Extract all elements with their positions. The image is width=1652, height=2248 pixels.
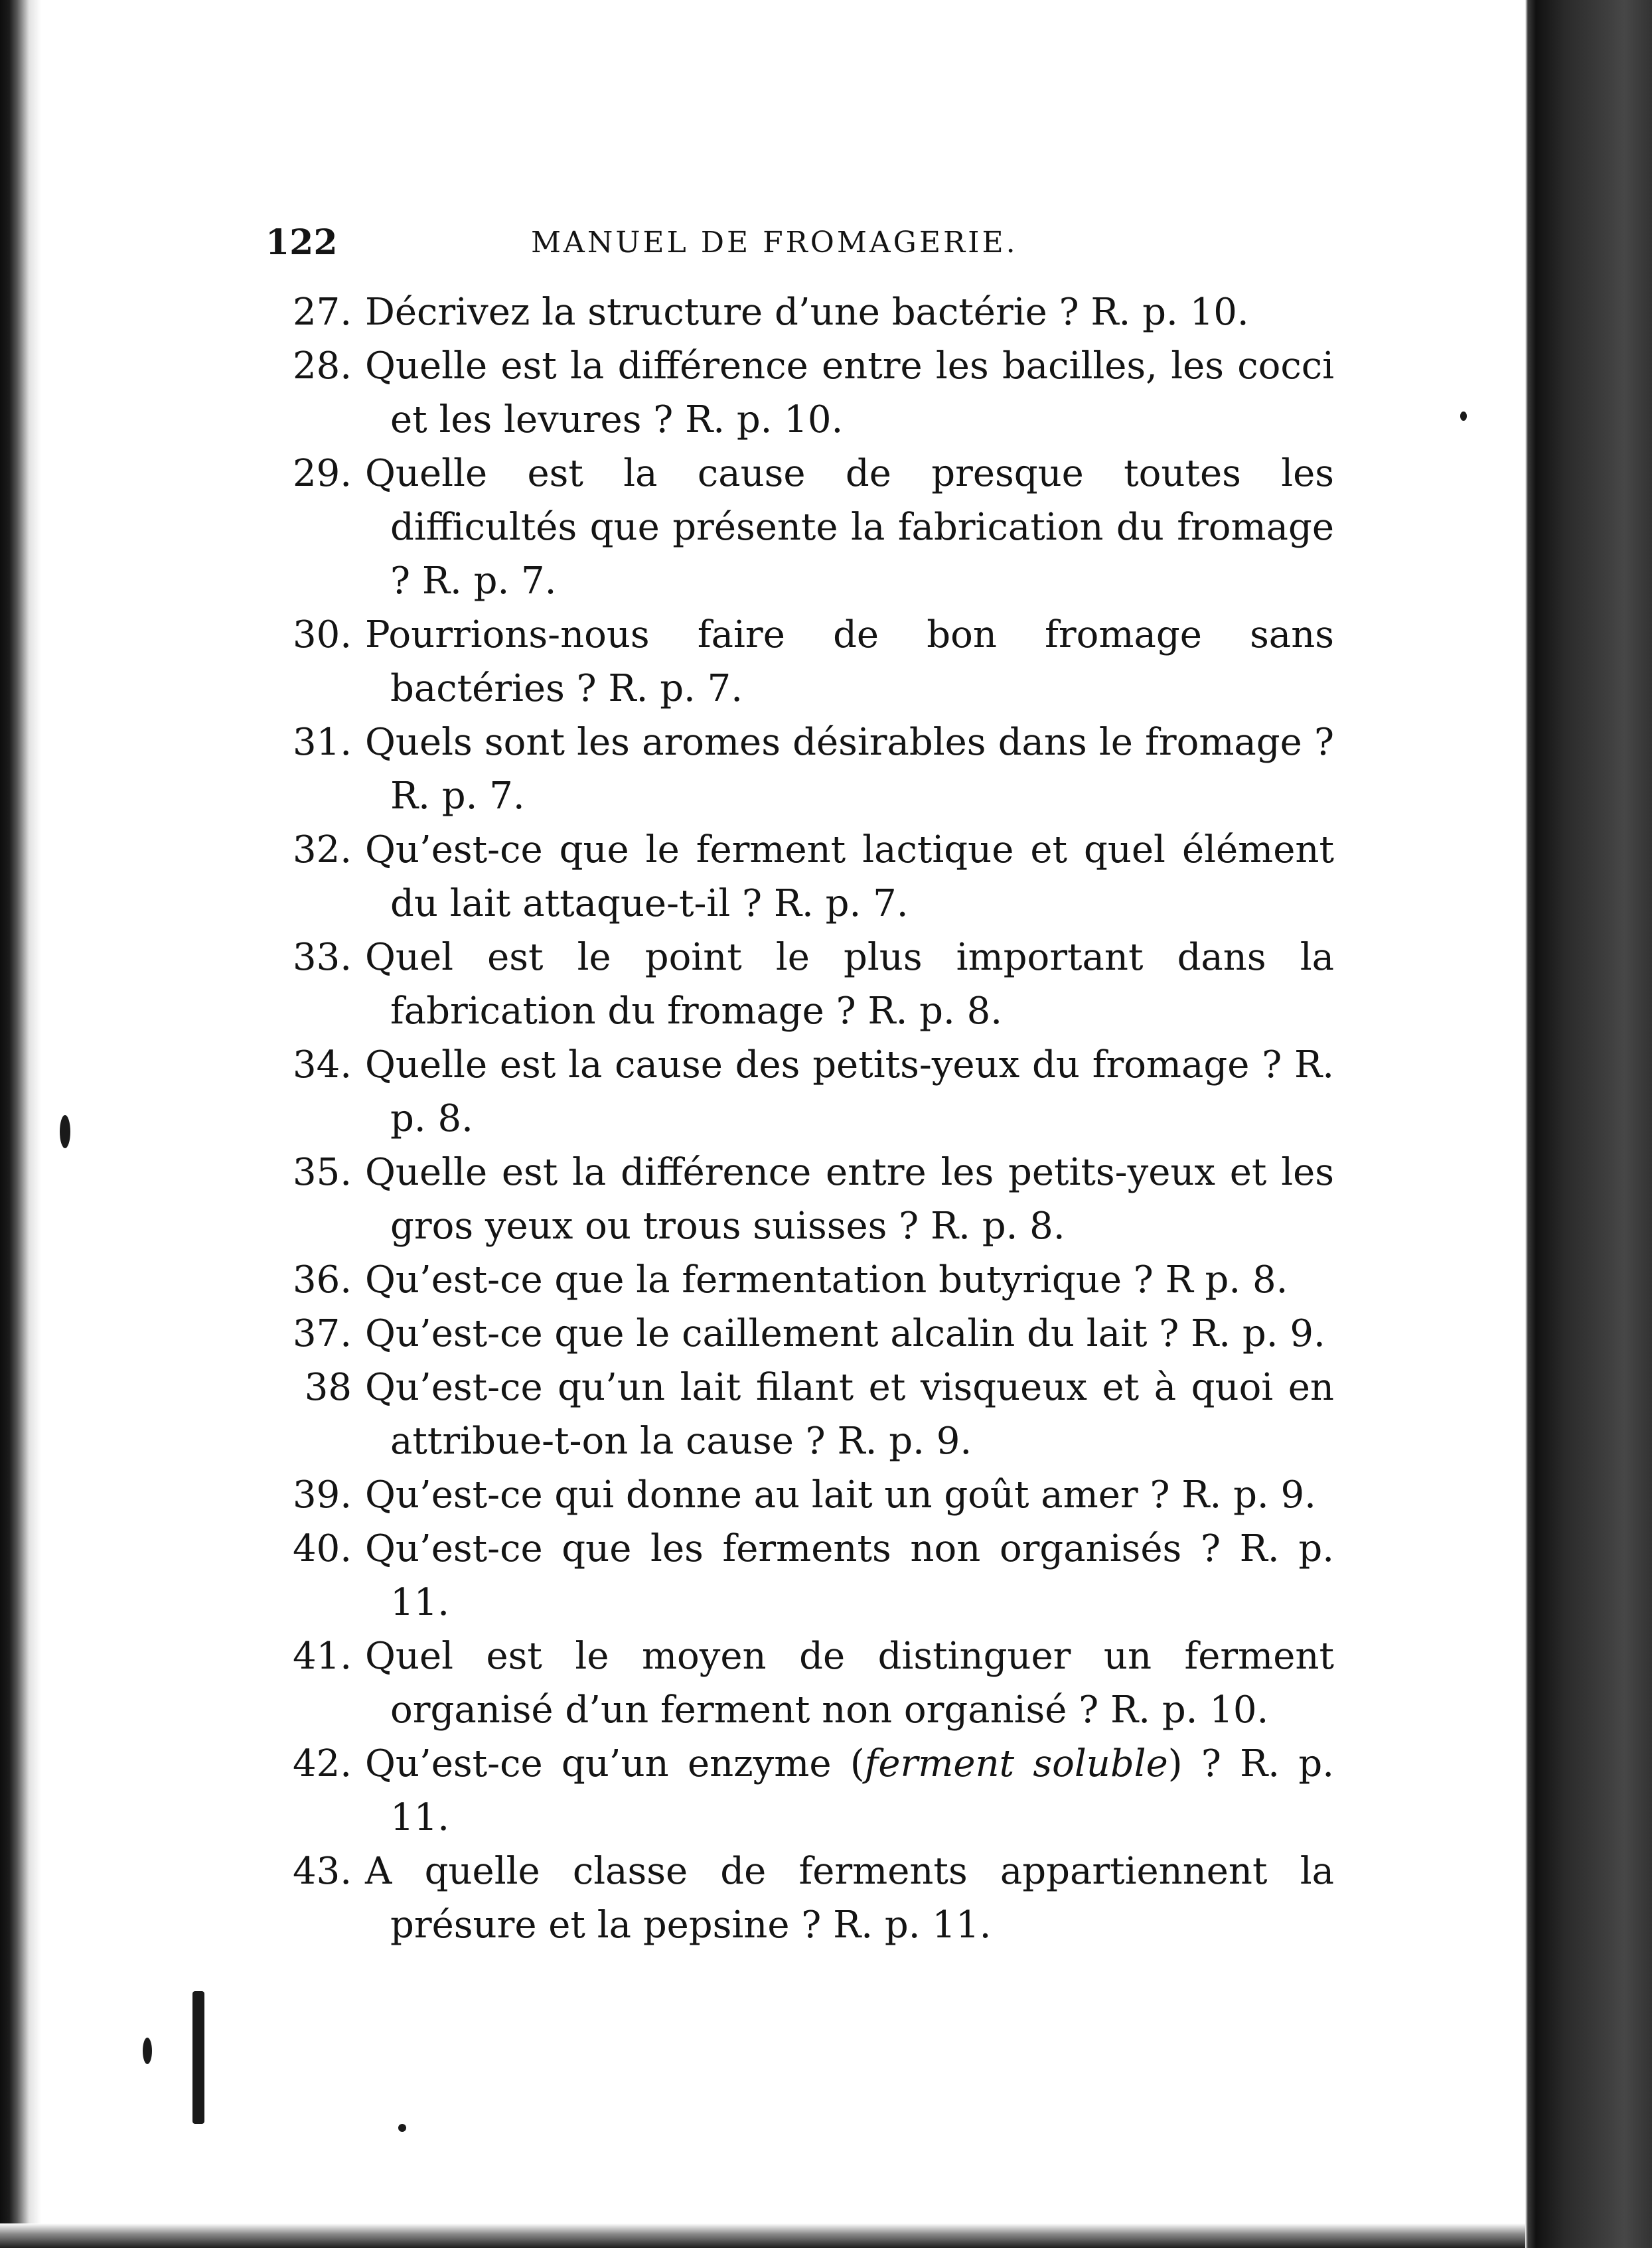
scan-speck: [398, 2124, 406, 2132]
question-text: Quel est le moyen de distinguer un ferment organisé d’un ferment non organisé ? R. p. 10.: [365, 1635, 1334, 1732]
question-text: Qu’est-ce qui donne au lait un goût amer ? R. p. 9.: [365, 1473, 1316, 1517]
question-item: [265, 1307, 1334, 1361]
question-item: [265, 1253, 1334, 1307]
scan-right-edge: [1525, 0, 1652, 2248]
question-number: 41.: [292, 1635, 352, 1678]
question-item: [265, 285, 1334, 339]
question-text: Décrivez la structure d’une bactérie ? R. p. 10.: [365, 291, 1249, 334]
question-item: [265, 1737, 1334, 1844]
scan-speck: [143, 2038, 152, 2064]
question-number: 36.: [292, 1258, 352, 1302]
question-number: 28.: [292, 344, 352, 388]
scan-bottom-edge: [0, 2223, 1525, 2248]
question-text: Qu’est-ce que le caillement alcalin du lait ? R. p. 9.: [365, 1312, 1325, 1355]
scan-speck: [1460, 412, 1467, 421]
question-number: 29.: [292, 452, 352, 495]
question-number: 39.: [292, 1473, 352, 1517]
question-text: [365, 1737, 1334, 1844]
question-item: [265, 608, 1334, 715]
question-number: 31.: [292, 721, 352, 764]
question-item: [265, 715, 1334, 823]
question-number: 30.: [292, 613, 352, 656]
book-page: [265, 199, 1334, 1991]
question-text: Quelle est la différence entre les petits-yeux et les gros yeux ou trous suisses ? R. p. 8.: [365, 1151, 1334, 1248]
question-number: 42.: [292, 1742, 352, 1785]
question-text: Qu’est-ce que la fermentation butyrique ? R p. 8.: [365, 1258, 1288, 1302]
question-number: 40.: [292, 1527, 352, 1570]
question-number: 37.: [292, 1312, 352, 1355]
question-text: Quels sont les aromes désirables dans le fromage ? R. p. 7.: [365, 721, 1334, 818]
question-number: 32.: [292, 828, 352, 871]
question-text: Quelle est la cause de presque toutes les difficultés que présente la fabrication du fromage ? R. p. 7.: [365, 452, 1334, 603]
question-item: [265, 1038, 1334, 1146]
question-number: 43.: [292, 1850, 352, 1893]
question-text: Quel est le point le plus important dans la fabrication du fromage ? R. p. 8.: [365, 936, 1334, 1033]
question-text: Qu’est-ce que les ferments non organisés ? R. p. 11.: [365, 1527, 1334, 1624]
question-item: [265, 823, 1334, 931]
scan-speck: [192, 1991, 204, 2124]
running-title: MANUEL DE FROMAGERIE.: [531, 226, 1018, 260]
question-item: [265, 1522, 1334, 1629]
question-number: 33.: [292, 936, 352, 979]
question-text: A quelle classe de ferments appartiennent la présure et la pepsine ? R. p. 11.: [365, 1850, 1334, 1947]
page-number: 122: [265, 222, 338, 263]
question-list: [265, 285, 1334, 1952]
running-head: [265, 216, 1334, 269]
question-text: Quelle est la différence entre les bacilles, les cocci et les levures ? R. p. 10.: [365, 344, 1334, 441]
question-text-after: ) ? R. p. 11.: [390, 1742, 1334, 1839]
question-item: [265, 339, 1334, 447]
question-number: 34.: [292, 1043, 352, 1087]
scan-speck: [60, 1115, 70, 1148]
question-item: [265, 1629, 1334, 1737]
question-number: 35.: [292, 1151, 352, 1194]
question-item: [265, 1468, 1334, 1522]
question-text: Pourrions-nous faire de bon fromage sans bactéries ? R. p. 7.: [365, 613, 1334, 710]
question-item: [265, 1844, 1334, 1952]
question-number: 38: [304, 1366, 352, 1409]
question-item: [265, 931, 1334, 1038]
question-item: [265, 1146, 1334, 1253]
question-text: Quelle est la cause des petits-yeux du fromage ? R. p. 8.: [365, 1043, 1334, 1140]
question-number: 27.: [292, 291, 352, 334]
question-text-before: Qu’est-ce qu’un enzyme (: [365, 1742, 865, 1785]
scan-left-edge: [0, 0, 41, 2248]
question-text: Qu’est-ce que le ferment lactique et quel élément du lait attaque-t-il ? R. p. 7.: [365, 828, 1334, 925]
question-text-italic: ferment soluble: [864, 1742, 1168, 1785]
question-text: Qu’est-ce qu’un lait filant et visqueux et à quoi en attribue-t-on la cause ? R. p. 9.: [365, 1366, 1334, 1463]
question-item: [265, 447, 1334, 608]
question-item: [265, 1361, 1334, 1468]
